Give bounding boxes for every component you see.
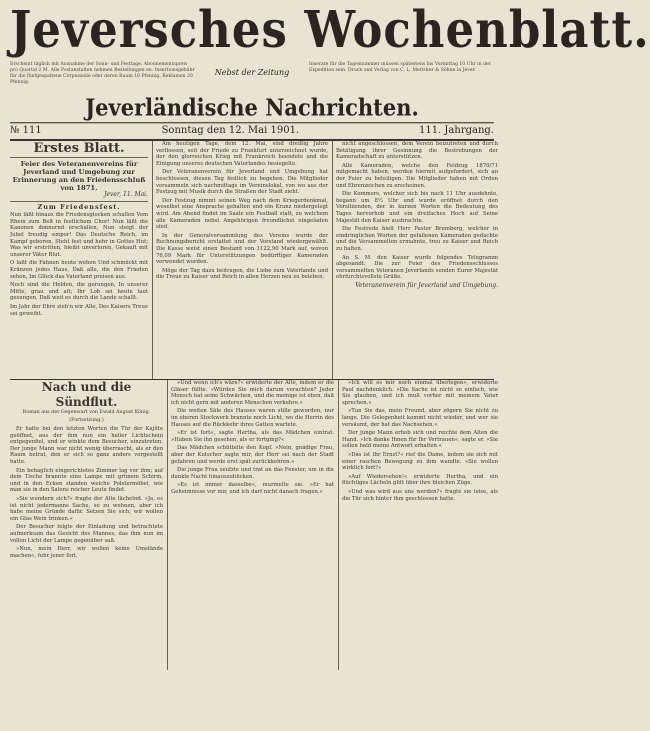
supplement-label: Nebst der Zeitung	[214, 68, 290, 77]
paragraph: »Tun Sie das, mein Freund, aber zögern Sie nicht zu lange. Die Gelegenheit kommt nicht wieder, und wer sie versäumt, der hat das Nachsehen.«	[342, 408, 498, 428]
paragraph: Der Festzug nimmt seinen Weg nach dem Kriegerdenkmal, woselbst eine Ansprache gehalten und ein Kranz niedergelegt wird. Am Abend findet im Saale ein Festball statt, zu welchem alle Kameraden nebst Angehörigen freundlichst eingeladen sind.	[156, 197, 328, 231]
poem-stanza: Nun läßt hinaus die Friedensglocken schallen Vom Rhein zum Belt in festlichem Chor! Nun läßt die Kanonen donnernd erschallen, Nun steigt der Jubel freudig empor! Das Deutsche Reich, im Kampf geboren, Steht fest und hehr in Gottes Hut; Was wir erstritten, bleibt unverloren, Gekauft mit unserer Väter Blut.	[10, 212, 148, 258]
paragraph: »Es ist immer dasselbe«, murmelte sie. »Er hat Geheimnisse vor mir, und ich darf nicht danach fragen.«	[171, 482, 334, 495]
paragraph: »Das ist Ihr Ernst?« rief die Dame, indem sie sich mit einer raschen Bewegung zu ihm wandte. »Sie wollen wirklich fort?«	[342, 451, 498, 472]
paragraph: »Ich will es mir noch einmal überlegen«, erwiderte Paul nachdenklich. »Die Sache ist nicht so einfach, wie Sie glauben, und ich muß vorher mit meinem Vater sprechen.«	[342, 380, 498, 406]
paragraph: Der junge Mann erhob sich und reichte dem Alten die Hand. »Ich danke Ihnen für Ihr Vertrauen«, sagte er. »Sie sollen bald meine Antwort erhalten.«	[342, 430, 498, 450]
festival-signature: Jever, 11. Mai.	[104, 191, 148, 198]
right-notice: Inserate für die Tagesnummer müssen spätestens bis Vormittag 10 Uhr in der Expedition sein. Druck und Verlag von C. L. Mettcker & Söhne in Jever.	[309, 62, 491, 73]
paragraph: In der Generalversammlung des Vereins wurde der Rechnungsbericht erstattet und der Vorstand wiedergewählt. Die Kasse weist einen Bestand von 1122,90 Mark auf, wovon 76,09 Mark für Unterstützungen bedürftiger Kameraden verwendet wurden.	[156, 232, 328, 266]
volume-year: 111. Jahrgang.	[418, 125, 494, 136]
masthead-subrow	[10, 62, 494, 96]
poem-stanza: O laßt die Fahnen heute wehen Und schmückt mit Kränzen jedes Haus, Daß alle, die den Frieden sehen, Im Glück das Vaterland preisen aus.	[10, 260, 148, 280]
poem-stanza: Noch sind die Helden, die gerungen, In unserer Mitte, grau und alt; Ihr Lob sei heute laut gesungen, Daß weit es durch die Lande schallt.	[10, 282, 148, 302]
dateline	[10, 122, 494, 141]
column-3	[332, 141, 498, 379]
divider	[10, 201, 148, 202]
story-column-3	[338, 380, 498, 670]
paragraph: »Sie wundern sich?« fragte der Alte lächelnd. »Ja, es ist nicht jedermanns Sache, so zu wohnen, aber ich habe meine Gründe dafür. Setzen Sie sich, wir wollen ein Glas Wein trinken.«	[10, 495, 163, 522]
story-column-1	[10, 380, 163, 670]
paragraph: »Er ist fort«, sagte Hertha, als das Mädchen eintrat. »Haben Sie ihn gesehen, als er fortging?«	[171, 430, 334, 443]
story-column-2	[167, 380, 334, 670]
paragraph: Die Festrede hielt Herr Pastor Brumberg, welcher in eindringlichen Worten der gefallenen Kameraden gedachte und die Versammelten ermahnte, treu zu Kaiser und Reich zu halten.	[336, 226, 498, 252]
column-2	[152, 141, 328, 379]
paragraph: An S. M. den Kaiser wurde folgendes Telegramm abgesandt: Die zur Feier des Friedensschlusses versammelten Veteranen Jeverlands senden Eurer Majestät ehrfurchtsvollste Grüße.	[336, 254, 498, 281]
newspaper-subtitle: Jeverländische Nachrichten.	[10, 95, 494, 124]
paragraph: »Nun, mein Herr, wir wollen keine Umstände machen«, fuhr jener fort.	[10, 546, 163, 559]
story-continuation: (Fortsetzung.)	[69, 418, 104, 423]
newspaper-title: Jeversches Wochenblatt.	[10, 0, 650, 60]
left-notice: Erscheint täglich mit Ausnahme der Sonn- und Festtage. Abonnementspreis pro Quartal 2 M. Alle Postanstalten nehmen Bestellungen an. Insertionsgebühr für die fünfgespaltene Corpuszeile oder deren Raum 10 Pfennig. Reklamen 20 Pfennig.	[10, 62, 195, 85]
paragraph: Möge der Tag dazu beitragen, die Liebe zum Vaterlande und die Treue zu Kaiser und Reich in allen Herzen neu zu beleben.	[156, 267, 328, 281]
issue-number: № 111	[10, 125, 42, 136]
paragraph: Am heutigen Tage, dem 12. Mai, sind dreißig Jahre verflossen, seit der Friede zu Frankfurt unterzeichnet wurde, der den glorreichen Krieg mit Frankreich beendete und die Einigung unseres deutschen Vaterlandes besiegelte.	[156, 141, 328, 167]
column-1	[10, 141, 148, 379]
masthead	[10, 0, 650, 60]
paragraph: Ein behaglich eingerichtetes Zimmer lag vor ihm; auf dem Tische brannte eine Lampe mit grünem Schirm, und in den Ecken standen weiche Polstermöbel, wie man sie in den Salons reicher Leute findet.	[10, 467, 163, 494]
paragraph: »Und was wird aus uns werden?« fragte sie leise, als die Tür sich hinter ihm geschlossen hatte.	[342, 488, 498, 502]
paragraph: Alle Kameraden, welche den Feldzug 1870/71 mitgemacht haben, werden hiermit aufgefordert, sich an der Feier zu beteiligen. Die Mitglieder haben mit Orden und Ehrenzeichen zu erscheinen.	[336, 162, 498, 189]
column-signature: Veteranenverein für Jeverland und Umgebung.	[355, 281, 498, 289]
poem-title: Zum Friedensfest.	[37, 202, 121, 211]
paragraph: »Auf Wiedersehen!« erwiderte Hertha, und ein flüchtiges Lächeln glitt über ihre bleichen Züge.	[342, 473, 498, 487]
issue-date: Sonntag den 12. Mai 1901.	[161, 125, 300, 136]
paragraph: Das Mädchen schüttelte den Kopf. »Nein, gnädige Frau, aber der Kutscher sagte mir, der Herr sei nach der Stadt gefahren und werde erst spät zurückkehren.«	[171, 445, 334, 465]
paragraph: Die junge Frau seufzte und trat an das Fenster, um in die dunkle Nacht hinauszublicken.	[171, 467, 334, 480]
story-title: Nach und die Sündflut.	[41, 380, 132, 409]
paragraph: Die Kommers, welcher sich bis nach 11 Uhr ausdehnte, begann um 8½ Uhr und wurde eröffnet durch den Vorsitzenden, der in kurzen Worten die Bedeutung des Tages hervorhob und ein dreifaches Hoch auf Seine Majestät den Kaiser ausbrachte.	[336, 191, 498, 224]
paragraph: Die weiten Säle des Hauses waren stille geworden, nur im oberen Stockwerk brannte noch Licht, wo die Herrin des Hauses auf die Rückkehr ihres Gatten wartete.	[171, 408, 334, 428]
lower-columns	[10, 380, 498, 670]
paragraph: Er hatte bei den letzten Worten die Tür der Kajüte geöffnet, aus der ihm nun ein heller Lichtschein entgegenfiel, und er winkte dem Besucher, einzutreten. Der junge Mann war nicht wenig überrascht, als er den Raum betrat, den er sich so ganz anders vorgestellt hatte.	[10, 426, 163, 465]
upper-columns	[10, 141, 498, 380]
paragraph: Der Besucher folgte der Einladung und betrachtete aufmerksam das Gesicht des Mannes, das ihm nun im vollen Licht der Lampe gegenüber saß.	[10, 524, 163, 544]
paragraph: nicht angeschlossen, dem Verein beizutreten und durch Betätigung ihrer Gesinnung die Bestrebungen der Kameradschaft zu unterstützen.	[336, 141, 498, 161]
paragraph: Der Veteranenverein für Jeverland und Umgebung hat beschlossen, diesen Tag festlich zu begehen. Die Mitglieder versammeln sich nachmittags im Vereinslokal, von wo aus der Festzug mit Musik durch die Straßen der Stadt zieht.	[156, 169, 328, 196]
poem-footer: Im Jahr der Ehre zieh'n wir Alle, Des Kaisers Treue sei geweiht.	[10, 303, 148, 317]
section-heading: Erstes Blatt.	[10, 141, 148, 158]
festival-heading: Feier des Veteranenvereins für Jeverland und Umgebung zur Erinnerung an den Friedensschluß von 1871.	[12, 160, 146, 192]
paragraph: »Und wenn ich's wäre?« erwiderte der Alte, indem er die Gläser füllte. »Würden Sie mich darum verachten? Jeder Mensch hat seine Schwächen, und die meinige ist eben, daß ich nicht gern mit anderen Menschen verkehre.«	[171, 380, 334, 406]
story-byline: Roman aus der Gegenwart von Ewald August König.	[22, 410, 151, 415]
